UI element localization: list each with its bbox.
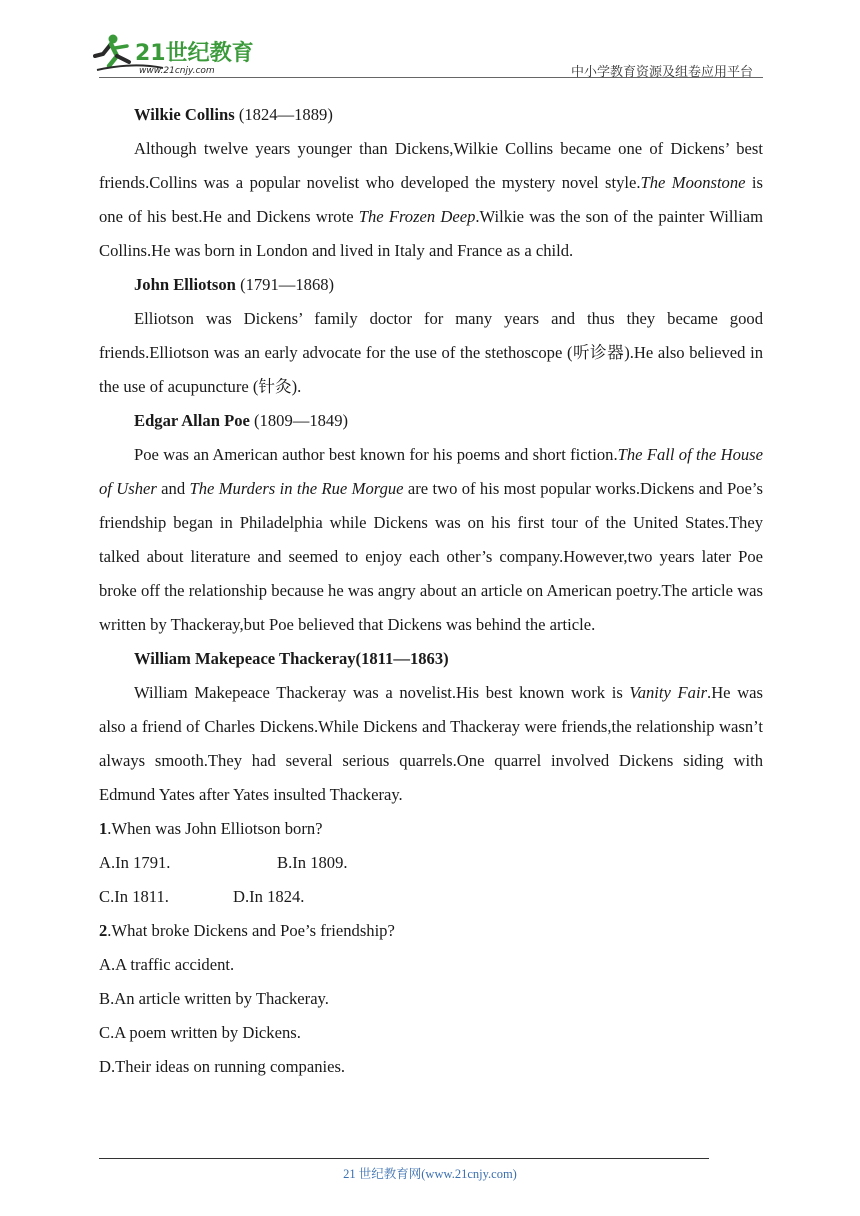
- paragraph-text: .He was also a friend of Charles Dickens.While Dickens and Thackeray were friends,the relationship wasn’t always smooth.They had several serious quarrels.One quarrel involved Dickens siding with Edmund Yates after Yates insulted Thackeray.: [99, 683, 763, 804]
- person-name: William Makepeace Thackeray: [134, 649, 356, 668]
- person-years: (1791—1868): [240, 275, 335, 294]
- question-text: .What broke Dickens and Poe’s friendship?: [107, 921, 395, 940]
- paragraph-text: Poe was an American author best known for his poems and short fiction.: [134, 445, 618, 464]
- options-row: [99, 846, 763, 880]
- option-d[interactable]: D.In 1824.: [233, 887, 305, 906]
- person-name: Edgar Allan Poe: [134, 411, 250, 430]
- option-c[interactable]: C.A poem written by Dickens.: [99, 1023, 301, 1042]
- options-row: [99, 880, 763, 914]
- person-years: (1811—1863): [355, 649, 449, 668]
- footer-divider: [99, 1158, 709, 1159]
- option-a[interactable]: A.In 1791.: [99, 853, 171, 872]
- logo-text: 21世纪教育: [135, 41, 254, 66]
- paragraph-text: .Wilkie was the son of the painter William Collins.He was born in London and lived in Italy and France as a child.: [99, 207, 764, 260]
- option-a[interactable]: A.A traffic accident.: [99, 955, 235, 974]
- option-c[interactable]: C.In 1811.: [99, 887, 169, 906]
- site-logo[interactable]: [93, 32, 263, 76]
- section-heading: [99, 642, 763, 676]
- header-platform-text: 中小学教育资源及组卷应用平台: [570, 65, 753, 80]
- question-2: [99, 914, 763, 948]
- paragraph-text: and: [156, 479, 190, 498]
- section-paragraph: [99, 132, 763, 268]
- book-title: The Murders in the Rue Morgue: [189, 479, 404, 498]
- runner-logo-icon: [93, 32, 263, 76]
- option-b[interactable]: B.An article written by Thackeray.: [99, 989, 329, 1008]
- section-heading: [99, 268, 763, 302]
- person-name: Wilkie Collins: [134, 105, 235, 124]
- question-1: [99, 812, 763, 846]
- section-heading: [99, 404, 763, 438]
- question-number: 1: [99, 819, 108, 838]
- book-title: The Moonstone: [640, 173, 746, 192]
- footer-link[interactable]: 21 世纪教育网(www.21cnjy.com): [343, 1167, 517, 1181]
- paragraph-text: Although twelve years younger than Dickens,Wilkie Collins became one of Dickens’ best friends.Collins was a popular novelist who developed the mystery novel style.: [99, 139, 763, 192]
- book-title: The Fall of the House of Usher: [99, 445, 763, 498]
- question-text: .When was John Elliotson born?: [107, 819, 323, 838]
- section-heading: [99, 98, 763, 132]
- book-title: Vanity Fair: [629, 683, 708, 702]
- section-paragraph: [99, 438, 763, 642]
- page-header: [99, 30, 763, 78]
- book-title: The Frozen Deep: [358, 207, 476, 226]
- person-name: John Elliotson: [134, 275, 236, 294]
- question-number: 2: [99, 921, 108, 940]
- article-content: [99, 98, 763, 1084]
- paragraph-text: William Makepeace Thackeray was a novelist.His best known work is: [134, 683, 630, 702]
- person-years: (1824—1889): [238, 105, 333, 124]
- paragraph-text: is one of his best.He and Dickens wrote: [99, 173, 764, 226]
- header-divider: [99, 77, 763, 78]
- person-years: (1809—1849): [254, 411, 349, 430]
- logo-url: www.21cnjy.com: [139, 66, 215, 76]
- option-b[interactable]: B.In 1809.: [277, 853, 348, 872]
- paragraph-text: are two of his most popular works.Dickens and Poe’s friendship began in Philadelphia while Dickens was on his first tour of the United States.They talked about literature and seemed to enjoy each other’s company.However,two years later Poe broke off the relationship because he was angry about an article on American poetry.The article was written by Thackeray,but Poe believed that Dickens was behind the article.: [99, 479, 763, 634]
- section-paragraph: [99, 676, 763, 812]
- section-paragraph: Elliotson was Dickens’ family doctor for many years and thus they became good friends.Elliotson was an early advocate for the use of the stethoscope (听诊器).He also believed in the use of acupuncture (针灸).: [99, 309, 763, 396]
- option-d[interactable]: D.Their ideas on running companies.: [99, 1057, 346, 1076]
